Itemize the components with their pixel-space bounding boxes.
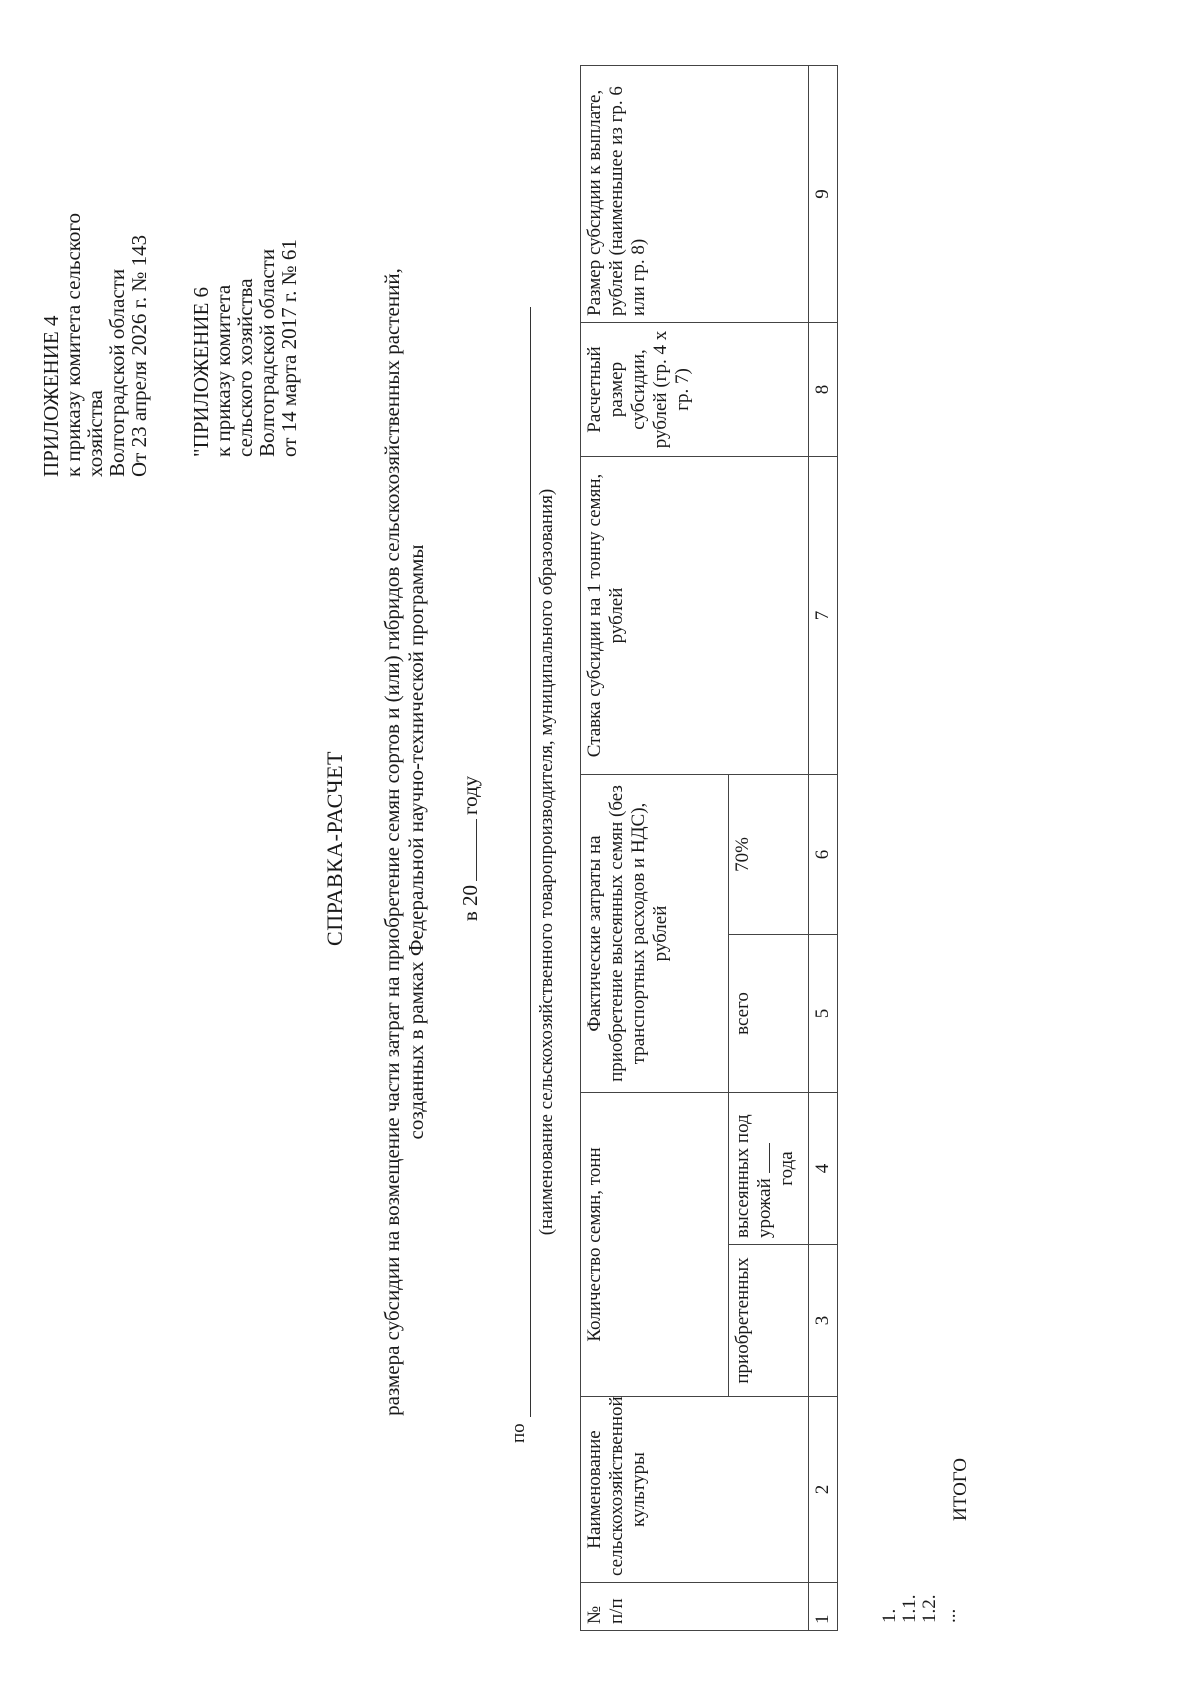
header-payout-text: Размер субсидии к выплате, рублей (наименьшее из гр. 6 или гр. 8) <box>584 86 649 316</box>
document-title: СПРАВКА-РАСЧЕТ <box>322 751 347 946</box>
year-suffix: году <box>458 775 482 815</box>
producer-caption: (наименование сельскохозяйственного товаропроизводителя, муниципального образования) <box>536 488 557 1236</box>
column-number: 3 <box>809 1245 838 1397</box>
appendix-6-header <box>190 239 300 457</box>
appendix-4-line: ПРИЛОЖЕНИЕ 4 <box>39 315 63 477</box>
header-qty-sown-year: года <box>776 1151 797 1186</box>
harvest-year-blank <box>769 1143 770 1173</box>
row-labels <box>880 1595 960 1624</box>
year-line <box>458 0 482 1697</box>
total-label: ИТОГО <box>950 1457 971 1521</box>
column-number: 8 <box>809 322 838 456</box>
column-number: 4 <box>809 1093 838 1245</box>
header-no-text: № п/п <box>584 1598 627 1624</box>
subtitle-line: созданных в рамках Федеральной научно-технической программы <box>404 544 428 1140</box>
appendix-4-line: Волгоградской области <box>105 268 129 477</box>
header-calc <box>581 322 809 456</box>
header-rate <box>581 456 809 774</box>
column-number: 9 <box>809 65 838 322</box>
header-costs-70-text: 70% <box>732 837 753 872</box>
appendix-4-line: к приказу комитета сельского <box>61 212 85 477</box>
subtitle-line: размера субсидии на возмещение части затрат на приобретение семян сортов и (или) гибридов сельскохозяйственных растений, <box>380 268 404 1416</box>
row-label: 1.1. <box>899 1594 920 1623</box>
header-costs-total-text: всего <box>732 992 753 1035</box>
header-row <box>581 65 729 1630</box>
appendix-4-line: От 23 апреля 2026 г. № 143 <box>127 234 151 477</box>
header-qty-text: Количество семян, тонн <box>584 1147 605 1342</box>
appendix-6-line: сельского хозяйства <box>233 278 257 457</box>
column-number-row <box>809 65 838 1630</box>
header-no <box>581 1583 809 1631</box>
column-number: 7 <box>809 456 838 774</box>
header-payout <box>581 65 809 322</box>
subsidy-table <box>580 65 838 1631</box>
header-costs <box>581 774 729 1092</box>
appendix-6-line: от 14 марта 2017 г. № 61 <box>277 239 301 457</box>
year-blank <box>476 819 477 881</box>
header-costs-total <box>729 935 809 1093</box>
header-costs-text: Фактические затраты на приобретение высеянных семян (без транспортных расходов и НДС), рублей <box>584 785 671 1082</box>
row-label: 1. <box>879 1608 900 1623</box>
appendix-6-line: к приказу комитета <box>211 284 235 457</box>
header-rate-text: Ставка субсидии на 1 тонну семян, рублей <box>584 473 627 758</box>
column-number: 2 <box>809 1397 838 1583</box>
row-label: ... <box>939 1608 960 1623</box>
producer-line <box>530 307 531 1417</box>
header-crop <box>581 1397 809 1583</box>
appendix-4-header <box>40 213 150 477</box>
appendix-4-line: хозяйства <box>83 390 107 477</box>
header-qty-bought-text: приобретенных <box>732 1257 753 1384</box>
header-calc-text: Расчетный размер субсидии, рублей (гр. 4 x гр. 7) <box>584 330 693 449</box>
header-qty-sown <box>729 1093 809 1245</box>
column-number: 1 <box>809 1583 838 1631</box>
header-crop-text: Наименование сельскохозяйственной культуры <box>584 1396 649 1576</box>
header-qty-bought <box>729 1245 809 1397</box>
appendix-6-line: "ПРИЛОЖЕНИЕ 6 <box>189 286 213 457</box>
header-costs-70 <box>729 774 809 934</box>
column-number: 6 <box>809 774 838 934</box>
appendix-6-line: Волгоградской области <box>255 248 279 457</box>
by-label: по <box>508 1423 529 1443</box>
document-subtitle <box>380 47 428 1637</box>
column-number: 5 <box>809 935 838 1093</box>
row-label: 1.2. <box>919 1594 940 1623</box>
header-qty-sown-text: высеянных под урожай <box>732 1114 775 1238</box>
header-qty <box>581 1093 729 1397</box>
year-prefix: в 20 <box>458 885 482 922</box>
